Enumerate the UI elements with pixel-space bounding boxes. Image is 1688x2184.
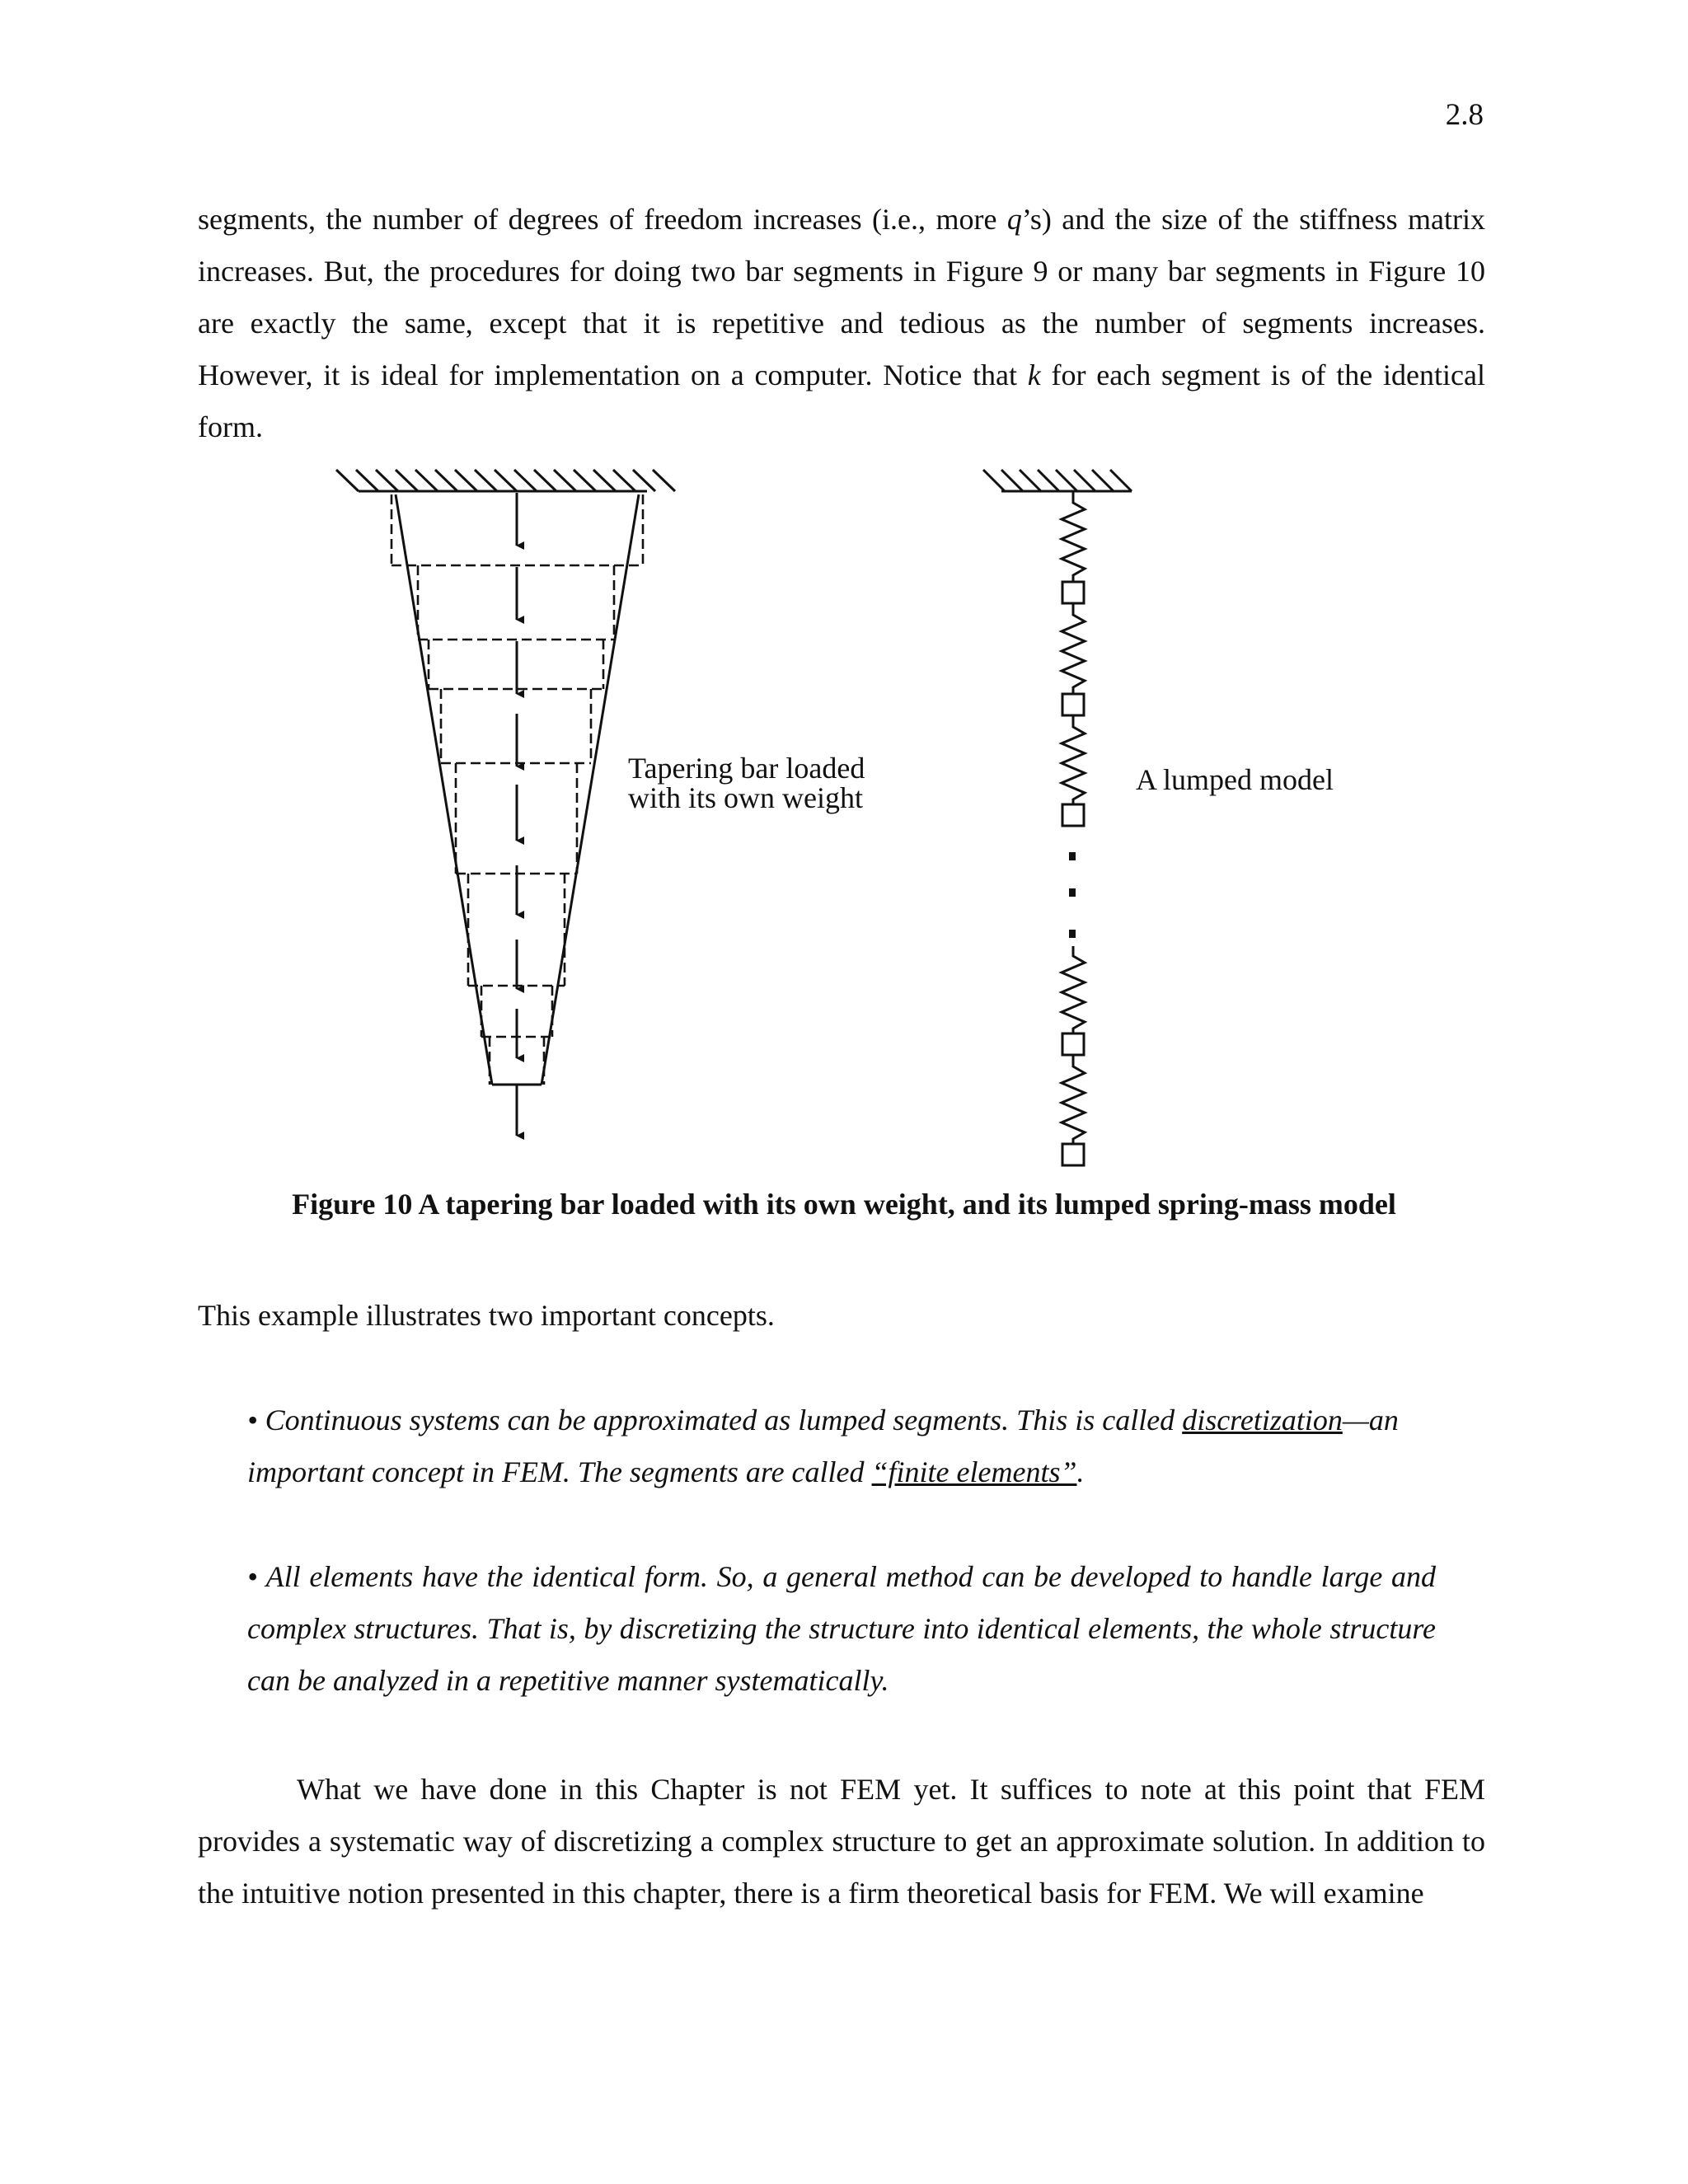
tapering-label-line-2: with its own weight: [628, 781, 863, 814]
tapering-label-line-1: Tapering bar loaded: [628, 752, 865, 785]
intro-text: ’s) and the size of the stiffness matrix: [1021, 203, 1485, 236]
bar-ceiling-hatch: [336, 470, 675, 491]
intro-line-4: [198, 349, 1485, 401]
intro-text: for each segment is of the identical: [1040, 359, 1485, 391]
bullet-text: .: [1076, 1455, 1085, 1488]
figure-10: [0, 462, 1688, 1187]
bar-left-edge: [396, 494, 492, 1085]
mass: [1062, 1033, 1084, 1055]
k-symbol: k: [1027, 359, 1041, 391]
term-finite-elements: “finite elements”: [871, 1455, 1077, 1488]
bullet-discretization: [247, 1394, 1436, 1498]
spring: [1062, 1055, 1085, 1144]
term-discretization: discretization: [1182, 1404, 1343, 1436]
spring: [1062, 491, 1085, 582]
ellipsis-dot: [1069, 852, 1076, 860]
spring: [1062, 603, 1085, 694]
intro-line-3: are exactly the same, except that it is repetitive and tedious as the number of segments increases.: [198, 307, 1485, 340]
intro-line-2: increases. But, the procedures for doing two bar segments in Figure 9 or many bar segments in Figure 10: [198, 255, 1485, 288]
closing-paragraph: What we have done in this Chapter is not FEM yet. It suffices to note at this point that FEM provides a systematic way of discretizing a complex structure to get an approximate solution. In addition to the intuitive notion presented in this chapter, there is a firm theoretical basis for FEM. We will examine: [198, 1773, 1485, 1910]
tapering-bar-diagram: [336, 470, 675, 1136]
q-symbol: q: [1006, 203, 1022, 236]
spring: [1062, 715, 1085, 804]
lumped-ceiling-hatch: [983, 470, 1132, 491]
intro-text: However, it is ideal for implementation on a computer. Notice that: [198, 359, 1028, 391]
page-number: 2.8: [1445, 98, 1484, 132]
mass: [1062, 582, 1084, 603]
lumped-model-diagram: [983, 470, 1132, 1165]
intro-line-1: [198, 194, 1485, 246]
lumped-model-label: A lumped model: [1136, 763, 1334, 796]
concepts-intro: This example illustrates two important concepts.: [198, 1299, 775, 1332]
bullet-text: • Continuous systems can be approximated as lumped segments. This is called: [247, 1404, 1183, 1436]
bar-right-edge: [542, 494, 639, 1085]
ellipsis-dot: [1069, 930, 1076, 938]
tapering-bar-label: [628, 753, 865, 813]
figure-10-drawing: [0, 462, 1688, 1187]
intro-text: segments, the number of degrees of freedom increases (i.e., more: [198, 203, 1007, 236]
mass: [1062, 804, 1084, 826]
mass: [1062, 694, 1084, 715]
spring: [1062, 946, 1085, 1033]
bullet-identical-form: • All elements have the identical form. So, a general method can be developed to handle large and complex structures. That is, by discretizing the structure into identical elements, the whole structure can be analyzed in a repetitive manner systematically.: [247, 1560, 1436, 1697]
mass: [1062, 1144, 1084, 1165]
intro-line-5: form.: [198, 410, 263, 443]
figure-caption: Figure 10 A tapering bar loaded with its own weight, and its lumped spring-mass model: [292, 1188, 1396, 1221]
bullet-text: —an important concept in FEM. The segments are called: [247, 1404, 1399, 1488]
ellipsis-dot: [1069, 888, 1076, 897]
